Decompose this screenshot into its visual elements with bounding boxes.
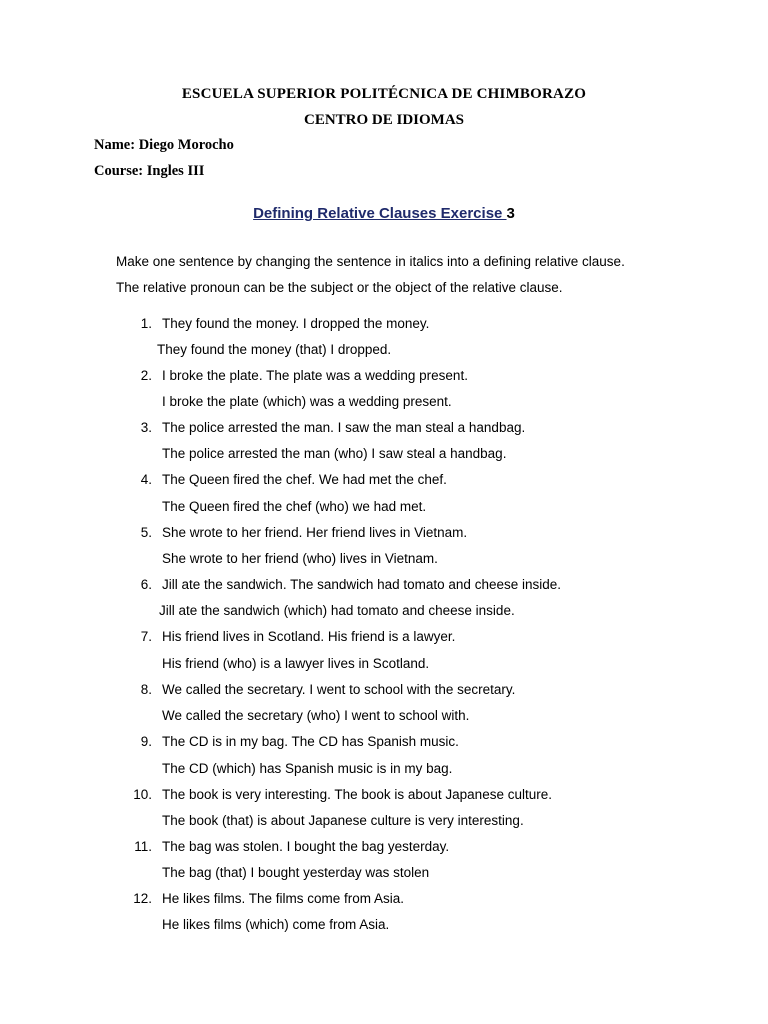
item-number: 9.	[140, 734, 152, 749]
item-question: I broke the plate. The plate was a wedding present.	[162, 368, 468, 383]
item-number: 12.	[133, 891, 152, 906]
item-answer: The Queen fired the chef (who) we had met.	[162, 499, 427, 514]
item-question: The Queen fired the chef. We had met the chef.	[162, 472, 447, 487]
item-number: 6.	[140, 577, 152, 592]
instruction-line-2: The relative pronoun can be the subject or the object of the relative clause.	[116, 280, 563, 295]
item-number: 5.	[140, 525, 152, 540]
item-question: The police arrested the man. I saw the man steal a handbag.	[162, 420, 526, 435]
item-answer: His friend (who) is a lawyer lives in Scotland.	[162, 656, 430, 671]
item-number: 8.	[140, 682, 152, 697]
item-answer: The bag (that) I bought yesterday was stolen	[162, 865, 430, 880]
item-question: The CD is in my bag. The CD has Spanish music.	[162, 734, 459, 749]
item-question: Jill ate the sandwich. The sandwich had tomato and cheese inside.	[162, 577, 561, 592]
item-number: 1.	[140, 316, 152, 331]
item-answer: We called the secretary (who) I went to school with.	[162, 708, 470, 723]
language-center-name: CENTRO DE IDIOMAS	[303, 112, 465, 128]
student-name-line	[94, 137, 234, 154]
item-number: 3.	[140, 420, 152, 435]
item-number: 7.	[140, 629, 152, 644]
school-name: ESCUELA SUPERIOR POLITÉCNICA DE CHIMBORAZO	[181, 86, 587, 102]
item-answer: The CD (which) has Spanish music is in my bag.	[162, 761, 453, 776]
item-answer: They found the money (that) I dropped.	[157, 342, 392, 357]
item-question: The bag was stolen. I bought the bag yesterday.	[162, 839, 450, 854]
exercise-title	[0, 205, 768, 222]
item-question: He likes films. The films come from Asia.	[162, 891, 405, 906]
item-question: The book is very interesting. The book is about Japanese culture.	[162, 787, 552, 802]
item-answer: The police arrested the man (who) I saw steal a handbag.	[162, 446, 507, 461]
instruction-line-1: Make one sentence by changing the sentence in italics into a defining relative clause.	[116, 254, 625, 269]
item-number: 10.	[133, 787, 152, 802]
item-answer: The book (that) is about Japanese culture is very interesting.	[162, 813, 524, 828]
item-question: His friend lives in Scotland. His friend is a lawyer.	[162, 629, 456, 644]
item-answer: She wrote to her friend (who) lives in Vietnam.	[162, 551, 438, 566]
exercise-title-text: Defining Relative Clauses Exercise	[253, 205, 507, 222]
item-number: 2.	[140, 368, 152, 383]
exercise-number: 3	[506, 205, 515, 222]
item-answer: I broke the plate (which) was a wedding present.	[162, 394, 452, 409]
item-question: She wrote to her friend. Her friend lives in Vietnam.	[162, 525, 468, 540]
item-answer: Jill ate the sandwich (which) had tomato and cheese inside.	[159, 603, 515, 618]
name-value: Diego Morocho	[138, 137, 234, 153]
name-label: Name:	[94, 137, 136, 153]
item-number: 11.	[134, 839, 152, 854]
item-answer: He likes films (which) come from Asia.	[162, 917, 390, 932]
item-number: 4.	[140, 472, 152, 487]
course-line	[94, 163, 204, 180]
item-question: We called the secretary. I went to school with the secretary.	[162, 682, 516, 697]
item-question: They found the money. I dropped the money.	[162, 316, 430, 331]
course-value: Ingles III	[146, 163, 205, 179]
course-label: Course:	[94, 163, 144, 179]
